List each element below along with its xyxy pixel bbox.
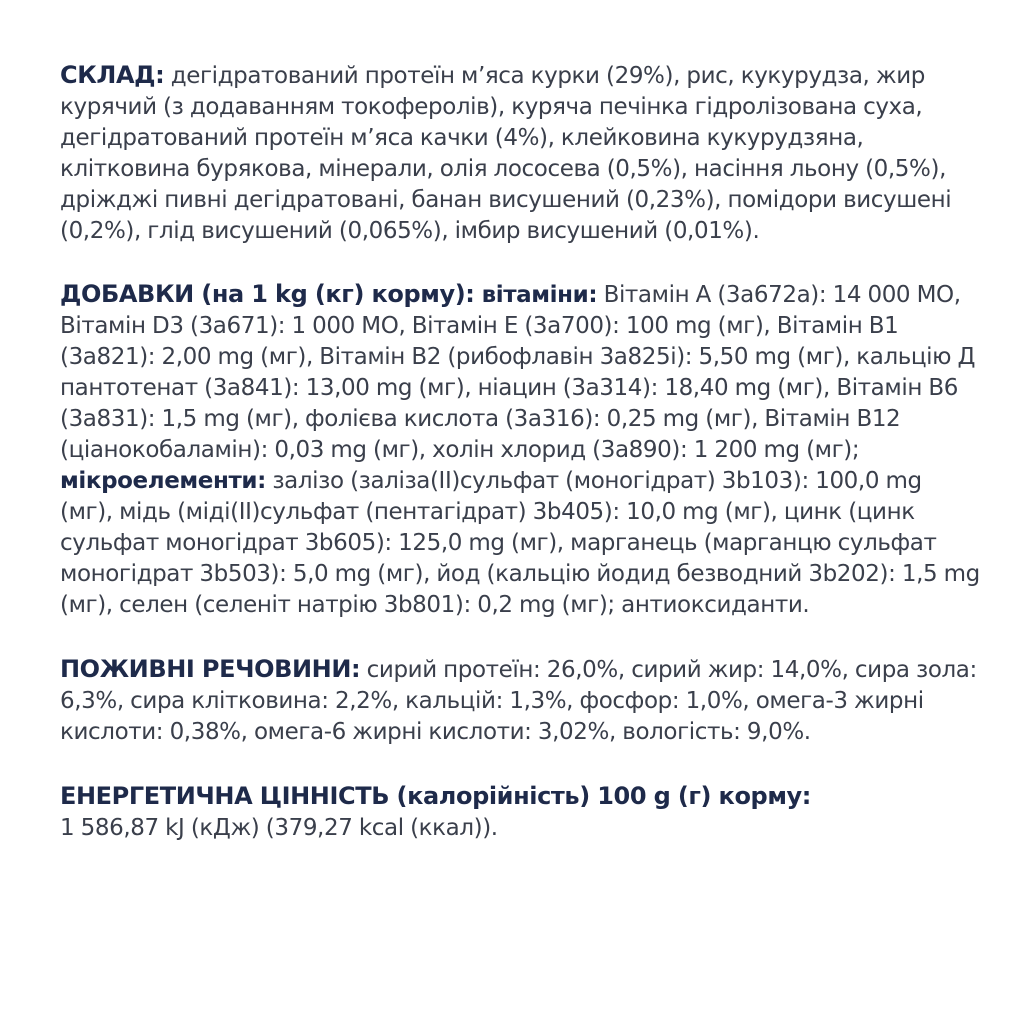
nutrients-text: сирий протеїн: 26,0%, сирий жир: 14,0%, сира зола: 6,3%, сира клітковина: 2,2%, кальцій: 1,3%, фосфор: 1,0%, омега-3 жирні кислоти: 0,38%, омега-6 жирні кислоти: 3,02%, вологість: 9,0%. [60, 657, 977, 745]
composition-paragraph [60, 60, 980, 247]
energy-heading-line [60, 781, 980, 813]
nutrients-section [60, 654, 980, 748]
composition-section [60, 60, 980, 247]
ingredients-document [60, 60, 980, 878]
nutrients-paragraph [60, 654, 980, 748]
nutrients-heading: ПОЖИВНІ РЕЧОВИНИ: [60, 655, 361, 683]
energy-heading: ЕНЕРГЕТИЧНА ЦІННІСТЬ (калорійність) 100 g (г) корму: [60, 782, 811, 810]
energy-section [60, 781, 980, 844]
additives-paragraph [60, 279, 980, 621]
additives-section [60, 279, 980, 621]
additives-heading: ДОБАВКИ (на 1 kg (кг) корму): [60, 280, 475, 308]
vitamins-text: Вітамін А (3а672а): 14 000 МО, Вітамін D3 (3а671): 1 000 МО, Вітамін Е (3а700): 100 mg (мг), Вітамін В1 (3а821): 2,00 mg (мг), Вітамін В2 (рибофлавін 3а825і): 5,50 mg (мг), кальцію Д пантотенат (3а841): 13,00 mg (мг), ніацин (3а314): 18,40 mg (мг), Вітамін В6 (3а831): 1,5 mg (мг), фолієва кислота (3а316): 0,25 mg (мг), Вітамін В12 (ціанокобаламін): 0,03 mg (мг), холін хлорид (3а890): 1 200 mg (мг); [60, 282, 976, 463]
energy-text: 1 586,87 kJ (кДж) (379,27 kcal (ккал)). [60, 815, 498, 841]
vitamins-label: вітаміни: [474, 282, 598, 308]
microelements-text: залізо (заліза(ІІ)сульфат (моногідрат) 3b103): 100,0 mg (мг), мідь (міді(ІІ)сульфат (пентагідрат) 3b405): 10,0 mg (мг), цинк (цинк сульфат моногідрат 3b605): 125,0 mg (мг), марганець (марганцю сульфат моногідрат 3b503): 5,0 mg (мг), йод (кальцію йодид безводний 3b202): 1,5 mg (мг), селен (селеніт натрію 3b801): 0,2 mg (мг); антиоксиданти. [60, 468, 980, 618]
composition-text: дегідратований протеїн м’яса курки (29%), рис, кукурудза, жир курячий (з додаванням токоферолів), куряча печінка гідролізована суха, дегідратований протеїн м’яса качки (4%), клейковина кукурудзяна, клітковина бурякова, мінерали, олія лососева (0,5%), насіння льону (0,5%), дріжджі пивні дегідратовані, банан висушений (0,23%), помідори висушені (0,2%), глід висушений (0,065%), імбир висушений (0,01%). [60, 63, 952, 244]
composition-heading: СКЛАД: [60, 61, 165, 89]
microelements-label: мікроелементи: [60, 468, 266, 494]
energy-value-line [60, 813, 980, 844]
